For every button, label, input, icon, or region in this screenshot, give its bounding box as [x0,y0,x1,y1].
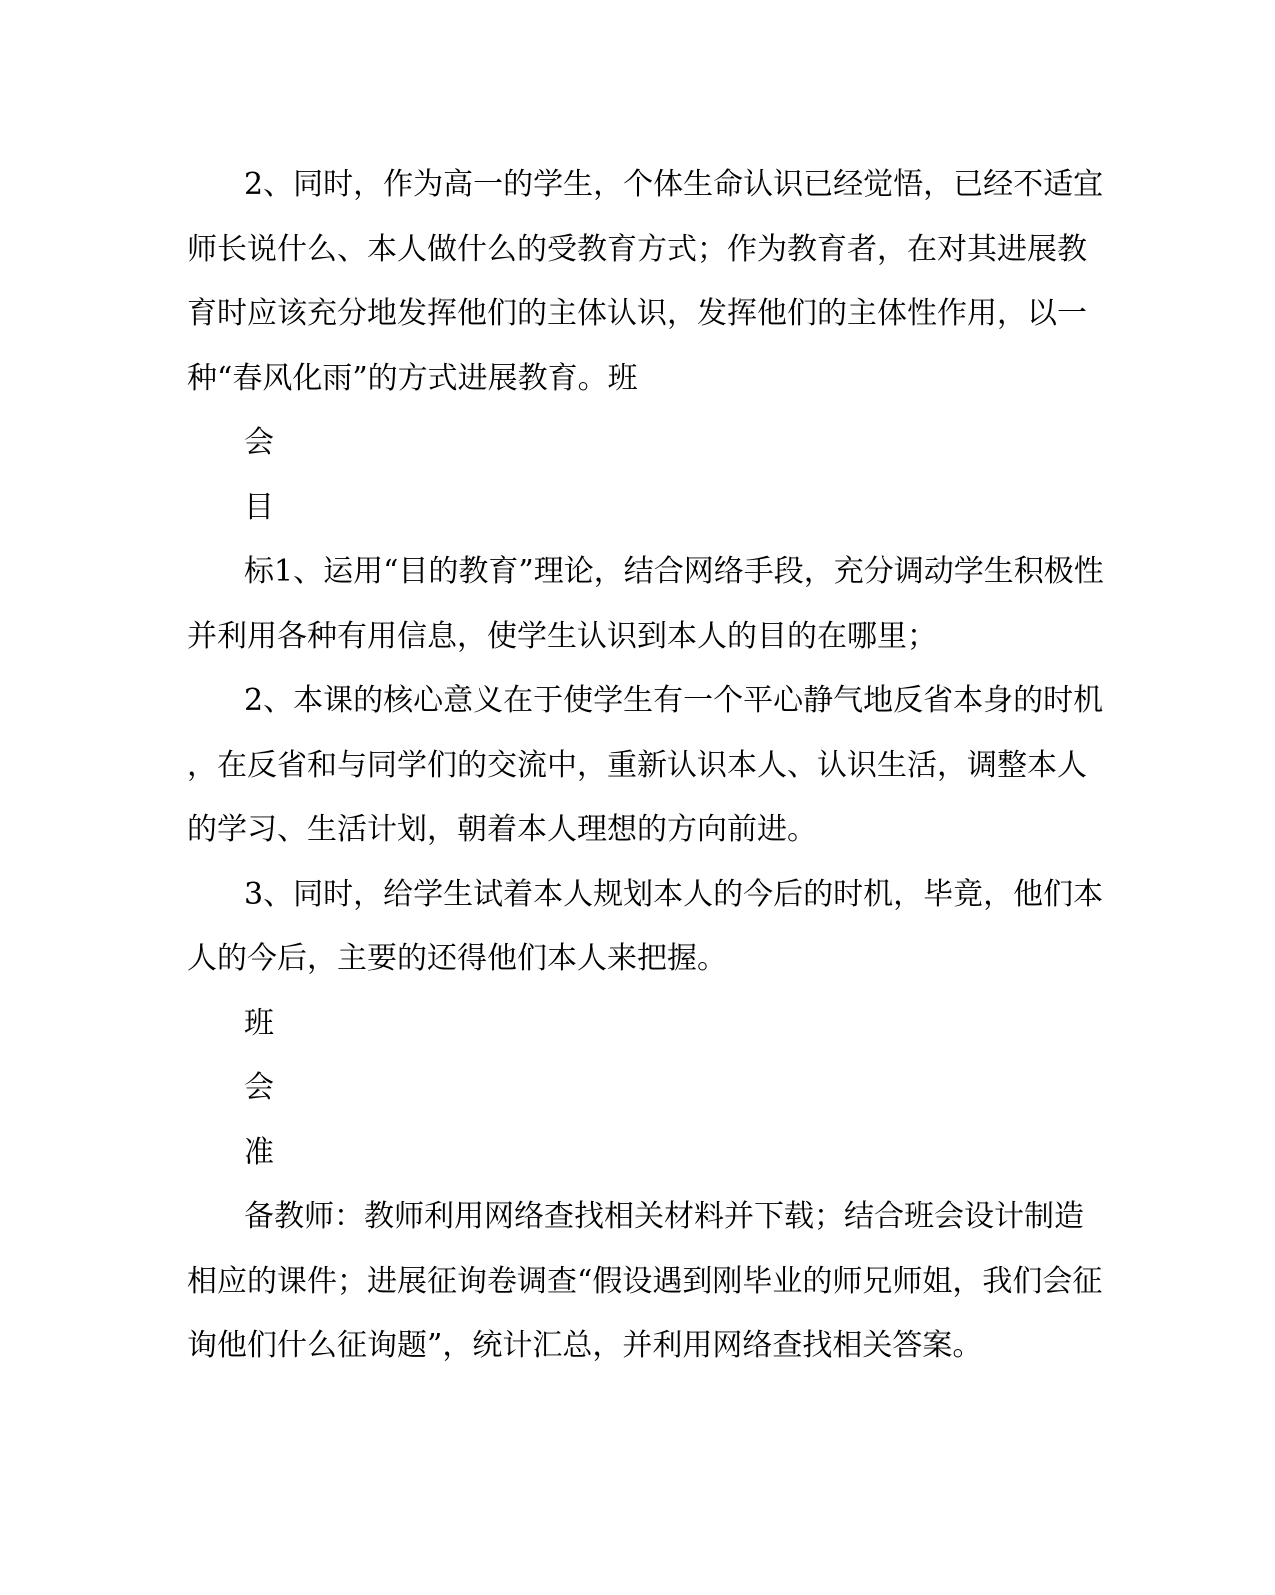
text-line: 标1、运用“目的教育”理论，结合网络手段，充分调动学生积极性 [244,554,1104,589]
text-line: ，在反省和与同学们的交流中，重新认识本人、认识生活，调整本人 [187,747,1087,783]
text-line: 育时应该充分地发挥他们的主体认识，发挥他们的主体性作用，以一 [187,296,1087,331]
text-line: 人的今后，主要的还得他们本人来把握。 [187,941,727,976]
text-line: 3、同时，给学生试着本人规划本人的今后的时机，毕竟，他们本 [244,876,1104,912]
text-line: 目 [244,489,274,525]
text-line: 师长说什么、本人做什么的受教育方式；作为教育者，在对其进展教 [187,231,1087,267]
text-line: 2、同时，作为高一的学生，个体生命认识已经觉悟，已经不适宜 [244,167,1104,202]
text-line: 会 [244,425,274,460]
text-line: 备教师：教师利用网络查找相关材料并下载；结合班会设计制造 [244,1199,1084,1234]
text-line: 并利用各种有用信息，使学生认识到本人的目的在哪里； [187,618,937,654]
text-line: 2、本课的核心意义在于使学生有一个平心静气地反省本身的时机 [244,683,1104,718]
text-line: 相应的课件；进展征询卷调查“假设遇到刚毕业的师兄师姐，我们会征 [187,1263,1103,1299]
text-line: 询他们什么征询题”，统计汇总，并利用网络查找相关答案。 [187,1328,983,1363]
text-line: 会 [244,1070,274,1105]
text-line: 的学习、生活计划，朝着本人理想的方向前进。 [187,812,817,847]
text-line: 种“春风化雨”的方式进展教育。班 [187,360,638,396]
text-line: 准 [244,1134,274,1170]
document-body [187,153,1104,1379]
text-line: 班 [244,1005,274,1041]
